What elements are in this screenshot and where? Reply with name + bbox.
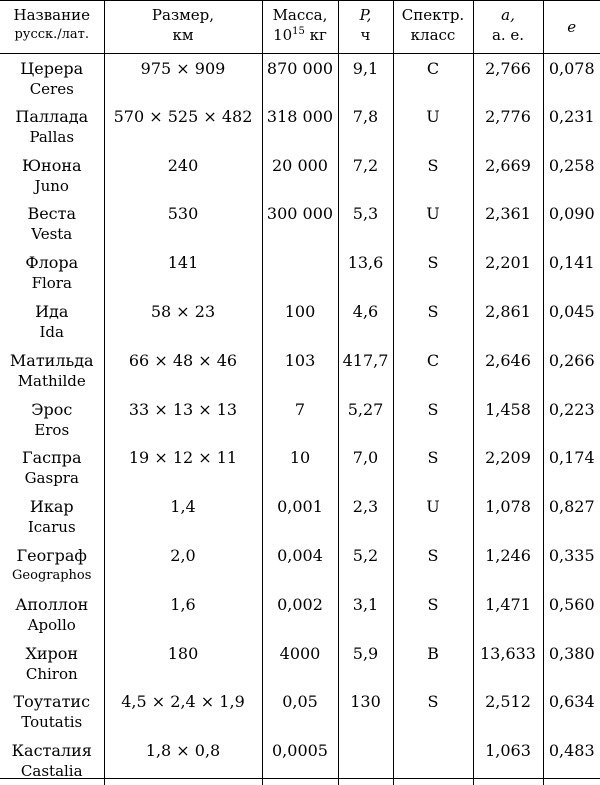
cell-size — [104, 297, 262, 346]
cell-name — [0, 541, 104, 590]
cell-mass — [262, 736, 338, 785]
header-mass-exp: 15 — [292, 26, 305, 37]
asteroid-name-ru: Хирон — [0, 644, 104, 664]
cell-semimajor-axis — [473, 639, 543, 688]
table-row — [0, 590, 600, 639]
table-row — [0, 687, 600, 736]
cell-mass-value: 100 — [263, 302, 338, 322]
cell-spectral-class — [393, 590, 473, 639]
table-row — [0, 346, 600, 395]
cell-spectral-class-value: S — [394, 448, 473, 468]
cell-name — [0, 492, 104, 541]
asteroid-name-la: Juno — [0, 176, 104, 196]
cell-semimajor-axis-value: 1,458 — [474, 400, 543, 420]
cell-size — [104, 346, 262, 395]
cell-spectral-class — [393, 346, 473, 395]
table-row — [0, 151, 600, 200]
cell-semimajor-axis-value: 13,633 — [474, 644, 543, 664]
cell-mass-value: 318 000 — [263, 107, 338, 127]
cell-semimajor-axis — [473, 102, 543, 151]
cell-eccentricity-value: 0,223 — [544, 400, 600, 420]
cell-eccentricity-value: 0,380 — [544, 644, 600, 664]
cell-mass-value: 10 — [263, 448, 338, 468]
cell-period — [338, 151, 393, 200]
cell-size — [104, 639, 262, 688]
table-row — [0, 492, 600, 541]
asteroid-name-la: Eros — [0, 420, 104, 440]
cell-semimajor-axis — [473, 736, 543, 785]
header-mass — [262, 1, 338, 53]
asteroid-name-la: Chiron — [0, 664, 104, 684]
cell-spectral-class — [393, 199, 473, 248]
header-mass-line2 — [263, 25, 338, 45]
cell-spectral-class — [393, 492, 473, 541]
cell-size — [104, 443, 262, 492]
cell-eccentricity — [543, 53, 600, 102]
cell-mass-value: 0,0005 — [263, 741, 338, 761]
cell-period — [338, 492, 393, 541]
cell-semimajor-axis-value: 2,861 — [474, 302, 543, 322]
asteroid-name-la: Gaspra — [0, 468, 104, 488]
header-name — [0, 1, 104, 53]
table-row — [0, 199, 600, 248]
header-mass-unit: кг — [305, 26, 327, 44]
cell-name — [0, 736, 104, 785]
cell-eccentricity — [543, 492, 600, 541]
cell-period-value: 7,2 — [339, 156, 393, 176]
cell-spectral-class — [393, 395, 473, 444]
asteroid-name-la: Flora — [0, 273, 104, 293]
cell-size-value: 33 × 13 × 13 — [105, 400, 262, 420]
cell-mass-value: 300 000 — [263, 204, 338, 224]
header-eccentricity — [543, 1, 600, 53]
cell-period — [338, 395, 393, 444]
cell-period-value: 7,8 — [339, 107, 393, 127]
cell-size — [104, 492, 262, 541]
cell-semimajor-axis — [473, 443, 543, 492]
asteroid-name-la: Apollo — [0, 615, 104, 635]
cell-size-value: 975 × 909 — [105, 59, 262, 79]
cell-spectral-class-value: B — [394, 644, 473, 664]
cell-eccentricity — [543, 639, 600, 688]
cell-semimajor-axis-value: 1,078 — [474, 497, 543, 517]
table-row — [0, 102, 600, 151]
asteroid-name-ru: Касталия — [0, 741, 104, 761]
cell-size-value: 19 × 12 × 11 — [105, 448, 262, 468]
asteroid-name-la: Pallas — [0, 127, 104, 147]
cell-spectral-class-value: S — [394, 156, 473, 176]
cell-size-value: 1,6 — [105, 595, 262, 615]
cell-spectral-class — [393, 151, 473, 200]
cell-eccentricity-value: 0,078 — [544, 59, 600, 79]
cell-size — [104, 736, 262, 785]
header-row — [0, 1, 600, 53]
cell-spectral-class — [393, 639, 473, 688]
cell-name — [0, 443, 104, 492]
cell-semimajor-axis — [473, 590, 543, 639]
cell-semimajor-axis-value: 1,063 — [474, 741, 543, 761]
asteroid-name-la: Icarus — [0, 517, 104, 537]
cell-size — [104, 541, 262, 590]
cell-period-value: 5,27 — [339, 400, 393, 420]
asteroid-name-la: Ida — [0, 322, 104, 342]
cell-period-value: 5,3 — [339, 204, 393, 224]
asteroid-name-la: Castalia — [0, 761, 104, 781]
cell-semimajor-axis-value: 2,646 — [474, 351, 543, 371]
asteroid-name-ru: Матильда — [0, 351, 104, 371]
cell-eccentricity-value: 0,634 — [544, 692, 600, 712]
table-header — [0, 1, 600, 53]
cell-mass — [262, 199, 338, 248]
table-row — [0, 443, 600, 492]
cell-eccentricity-value: 0,231 — [544, 107, 600, 127]
cell-semimajor-axis-value: 2,201 — [474, 253, 543, 273]
cell-name — [0, 590, 104, 639]
cell-mass — [262, 590, 338, 639]
cell-period — [338, 590, 393, 639]
cell-spectral-class-value: U — [394, 107, 473, 127]
cell-period-value: 417,7 — [339, 351, 393, 371]
cell-semimajor-axis — [473, 541, 543, 590]
header-period-line2: ч — [339, 25, 393, 45]
asteroid-name-ru: Географ — [0, 546, 104, 566]
cell-name — [0, 248, 104, 297]
cell-size-value: 4,5 × 2,4 × 1,9 — [105, 692, 262, 712]
asteroid-name-ru: Веста — [0, 204, 104, 224]
cell-period-value: 3,1 — [339, 595, 393, 615]
header-period — [338, 1, 393, 53]
cell-size — [104, 102, 262, 151]
cell-period-value: 5,2 — [339, 546, 393, 566]
cell-spectral-class — [393, 297, 473, 346]
cell-period-value: 4,6 — [339, 302, 393, 322]
cell-name — [0, 395, 104, 444]
cell-semimajor-axis — [473, 151, 543, 200]
table-row — [0, 297, 600, 346]
cell-eccentricity-value: 0,174 — [544, 448, 600, 468]
cell-mass-value: 103 — [263, 351, 338, 371]
cell-size — [104, 590, 262, 639]
cell-eccentricity-value: 0,090 — [544, 204, 600, 224]
cell-spectral-class — [393, 736, 473, 785]
cell-period-value: 7,0 — [339, 448, 393, 468]
table-row — [0, 53, 600, 102]
cell-period — [338, 297, 393, 346]
header-semimajor-axis — [473, 1, 543, 53]
cell-mass-value: 870 000 — [263, 59, 338, 79]
header-spec-line1: Спектр. — [394, 5, 473, 25]
cell-semimajor-axis — [473, 248, 543, 297]
cell-spectral-class-value: C — [394, 351, 473, 371]
asteroid-name-la: Vesta — [0, 224, 104, 244]
cell-period-value: 9,1 — [339, 59, 393, 79]
cell-spectral-class-value: S — [394, 302, 473, 322]
cell-mass — [262, 102, 338, 151]
cell-spectral-class-value: S — [394, 595, 473, 615]
cell-period — [338, 199, 393, 248]
cell-eccentricity — [543, 590, 600, 639]
table-row — [0, 395, 600, 444]
cell-size — [104, 151, 262, 200]
asteroid-name-ru: Церера — [0, 59, 104, 79]
table-row — [0, 248, 600, 297]
header-size-line2: км — [105, 25, 262, 45]
asteroid-name-ru: Ида — [0, 302, 104, 322]
cell-eccentricity-value: 0,266 — [544, 351, 600, 371]
cell-eccentricity — [543, 297, 600, 346]
cell-mass — [262, 639, 338, 688]
cell-period — [338, 541, 393, 590]
asteroid-name-ru: Флора — [0, 253, 104, 273]
table-row — [0, 736, 600, 785]
header-spectral-class — [393, 1, 473, 53]
asteroid-name-ru: Юнона — [0, 156, 104, 176]
cell-size-value: 180 — [105, 644, 262, 664]
cell-period — [338, 736, 393, 785]
cell-period — [338, 639, 393, 688]
cell-eccentricity — [543, 395, 600, 444]
cell-eccentricity — [543, 541, 600, 590]
cell-spectral-class — [393, 102, 473, 151]
cell-size — [104, 248, 262, 297]
cell-mass — [262, 443, 338, 492]
cell-eccentricity-value: 0,335 — [544, 546, 600, 566]
cell-semimajor-axis-value: 1,471 — [474, 595, 543, 615]
cell-semimajor-axis-value: 2,669 — [474, 156, 543, 176]
cell-period — [338, 248, 393, 297]
cell-spectral-class-value: S — [394, 400, 473, 420]
cell-period — [338, 443, 393, 492]
cell-eccentricity-value: 0,045 — [544, 302, 600, 322]
cell-name — [0, 53, 104, 102]
asteroid-table — [0, 1, 600, 785]
cell-period — [338, 53, 393, 102]
asteroid-name-ru: Тоутатис — [0, 692, 104, 712]
cell-period — [338, 346, 393, 395]
cell-spectral-class-value: S — [394, 692, 473, 712]
cell-semimajor-axis-value: 1,246 — [474, 546, 543, 566]
cell-name — [0, 151, 104, 200]
cell-mass — [262, 492, 338, 541]
cell-name — [0, 687, 104, 736]
asteroid-name-la: Mathilde — [0, 371, 104, 391]
cell-size-value: 530 — [105, 204, 262, 224]
asteroid-name-la: Toutatis — [0, 712, 104, 732]
header-size — [104, 1, 262, 53]
cell-period-value: 13,6 — [339, 253, 393, 273]
cell-mass-value: 0,004 — [263, 546, 338, 566]
cell-spectral-class-value: U — [394, 204, 473, 224]
cell-mass — [262, 248, 338, 297]
cell-eccentricity-value: 0,560 — [544, 595, 600, 615]
cell-semimajor-axis — [473, 395, 543, 444]
cell-spectral-class-value: S — [394, 253, 473, 273]
asteroid-name-ru: Эрос — [0, 400, 104, 420]
cell-spectral-class — [393, 248, 473, 297]
cell-semimajor-axis-value: 2,361 — [474, 204, 543, 224]
header-name-line1: Название — [0, 5, 104, 25]
cell-name — [0, 102, 104, 151]
cell-semimajor-axis — [473, 687, 543, 736]
cell-semimajor-axis-value: 2,766 — [474, 59, 543, 79]
cell-mass — [262, 53, 338, 102]
asteroid-name-ru: Гаспра — [0, 448, 104, 468]
cell-size-value: 58 × 23 — [105, 302, 262, 322]
asteroid-name-ru: Паллада — [0, 107, 104, 127]
cell-eccentricity — [543, 736, 600, 785]
table-body — [0, 53, 600, 785]
cell-eccentricity — [543, 248, 600, 297]
asteroid-name-la: Geographos — [0, 566, 104, 586]
asteroid-name-la: Ceres — [0, 79, 104, 99]
cell-mass-value: 7 — [263, 400, 338, 420]
cell-period-value: 5,9 — [339, 644, 393, 664]
cell-spectral-class-value: C — [394, 59, 473, 79]
cell-eccentricity-value: 0,483 — [544, 741, 600, 761]
cell-mass — [262, 297, 338, 346]
table-row — [0, 639, 600, 688]
header-e-line1: e — [544, 17, 600, 37]
cell-name — [0, 199, 104, 248]
header-size-line1: Размер, — [105, 5, 262, 25]
cell-semimajor-axis — [473, 492, 543, 541]
cell-name — [0, 346, 104, 395]
asteroid-name-ru: Аполлон — [0, 595, 104, 615]
cell-mass-value: 4000 — [263, 644, 338, 664]
cell-size — [104, 53, 262, 102]
cell-name — [0, 639, 104, 688]
cell-period-value: 2,3 — [339, 497, 393, 517]
cell-mass-value: 20 000 — [263, 156, 338, 176]
cell-mass — [262, 541, 338, 590]
cell-spectral-class-value: U — [394, 497, 473, 517]
cell-size — [104, 395, 262, 444]
table-row — [0, 541, 600, 590]
cell-spectral-class — [393, 53, 473, 102]
cell-mass — [262, 687, 338, 736]
cell-mass — [262, 346, 338, 395]
cell-eccentricity — [543, 346, 600, 395]
cell-semimajor-axis-value: 2,776 — [474, 107, 543, 127]
cell-eccentricity — [543, 199, 600, 248]
cell-semimajor-axis-value: 2,209 — [474, 448, 543, 468]
cell-spectral-class — [393, 443, 473, 492]
cell-size — [104, 199, 262, 248]
cell-size-value: 2,0 — [105, 546, 262, 566]
cell-period-value: 130 — [339, 692, 393, 712]
cell-size-value: 1,4 — [105, 497, 262, 517]
cell-spectral-class-value: S — [394, 546, 473, 566]
cell-mass — [262, 151, 338, 200]
cell-semimajor-axis — [473, 346, 543, 395]
cell-eccentricity — [543, 102, 600, 151]
cell-semimajor-axis — [473, 199, 543, 248]
cell-eccentricity — [543, 151, 600, 200]
cell-eccentricity — [543, 687, 600, 736]
header-spec-line2: класс — [394, 25, 473, 45]
cell-period — [338, 687, 393, 736]
cell-size-value: 1,8 × 0,8 — [105, 741, 262, 761]
cell-size — [104, 687, 262, 736]
cell-mass-value: 0,001 — [263, 497, 338, 517]
cell-eccentricity-value: 0,258 — [544, 156, 600, 176]
cell-semimajor-axis — [473, 53, 543, 102]
cell-mass — [262, 395, 338, 444]
header-a-line2: a. e. — [474, 25, 543, 45]
cell-spectral-class — [393, 541, 473, 590]
cell-spectral-class — [393, 687, 473, 736]
cell-period — [338, 102, 393, 151]
cell-eccentricity — [543, 443, 600, 492]
cell-semimajor-axis-value: 2,512 — [474, 692, 543, 712]
cell-eccentricity-value: 0,141 — [544, 253, 600, 273]
header-a-line1: a, — [474, 5, 543, 25]
cell-size-value: 570 × 525 × 482 — [105, 107, 262, 127]
cell-size-value: 240 — [105, 156, 262, 176]
cell-size-value: 141 — [105, 253, 262, 273]
cell-eccentricity-value: 0,827 — [544, 497, 600, 517]
cell-mass-value: 0,05 — [263, 692, 338, 712]
header-mass-line1: Масса, — [263, 5, 338, 25]
header-period-line1: P, — [339, 5, 393, 25]
cell-semimajor-axis — [473, 297, 543, 346]
cell-mass-value: 0,002 — [263, 595, 338, 615]
cell-name — [0, 297, 104, 346]
header-name-line2: русск./лат. — [0, 25, 104, 45]
cell-size-value: 66 × 48 × 46 — [105, 351, 262, 371]
header-mass-base: 10 — [273, 26, 292, 44]
asteroid-name-ru: Икар — [0, 497, 104, 517]
